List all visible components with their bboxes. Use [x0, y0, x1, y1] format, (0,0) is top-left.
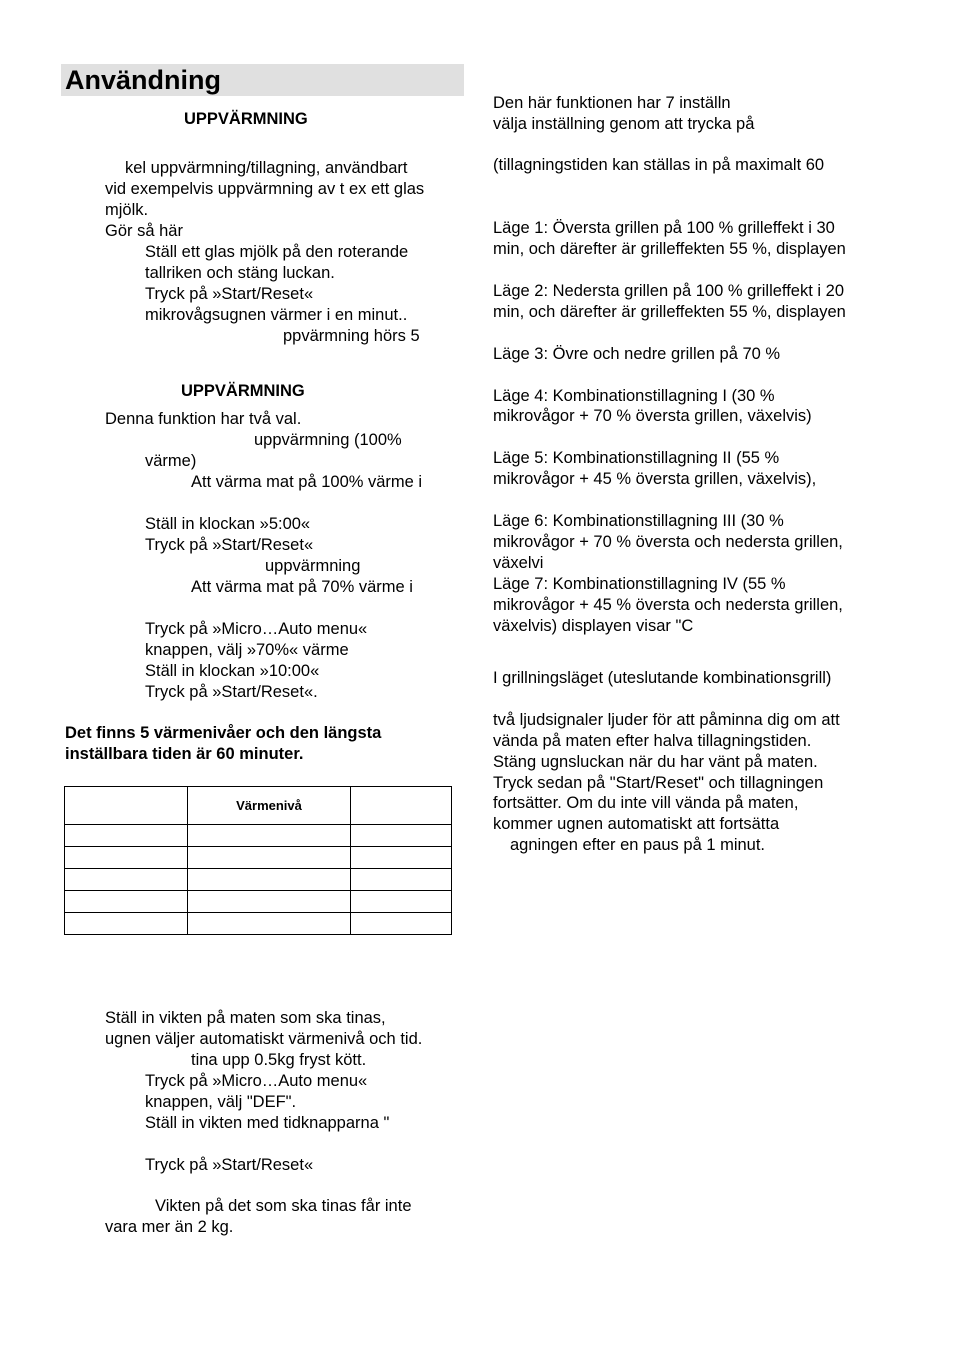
mode-text: min, och därefter är grilleffekten 55 %, displayen: [493, 303, 846, 321]
body-text: vända på maten efter halva tillagningstiden.: [493, 732, 812, 750]
body-text: Stäng ugnsluckan när du har vänt på maten.: [493, 753, 818, 771]
step-text: Tryck på »Start/Reset«: [145, 1156, 314, 1174]
body-text: Gör så här: [105, 222, 183, 240]
body-text: vid exempelvis uppvärmning av t ex ett glas: [105, 180, 425, 198]
mode-text: växelvi: [493, 554, 544, 572]
mode-text: mikrovågor + 70 % översta och nedersta grillen,: [493, 533, 843, 551]
mode-text: mikrovågor + 70 % översta grillen, växelvis): [493, 407, 812, 425]
body-text: kel uppvärmning/tillagning, användbart: [125, 159, 408, 177]
step-text: Tryck på »Start/Reset«: [145, 285, 314, 303]
mode-text: Läge 4: Kombinationstillagning I (30 %: [493, 387, 775, 405]
table-row: [65, 913, 452, 935]
table-header-cell: [65, 787, 188, 825]
table-cell: [65, 913, 188, 935]
body-text: Att värma mat på 100% värme i: [191, 473, 423, 491]
body-text: Vikten på det som ska tinas får inte: [155, 1197, 412, 1215]
table-cell: [351, 913, 452, 935]
step-text: knappen, välj »70%« värme: [145, 641, 349, 659]
table-cell: [65, 847, 188, 869]
step-text: Ställ in klockan »5:00«: [145, 515, 311, 533]
table-cell: [351, 847, 452, 869]
step-text: Tryck på »Start/Reset«.: [145, 683, 318, 701]
mode-text: min, och därefter är grilleffekten 55 %, displayen: [493, 240, 846, 258]
table-cell: [351, 825, 452, 847]
table-header-row: [65, 787, 452, 825]
mode-text: mikrovågor + 45 % översta grillen, växelvis),: [493, 470, 817, 488]
body-text: Ställ in vikten på maten som ska tinas,: [105, 1009, 386, 1027]
mode-text: Läge 1: Översta grillen på 100 % grilleffekt i 30: [493, 219, 835, 237]
table-cell: [351, 869, 452, 891]
table-row: [65, 891, 452, 913]
section-heading-uppvarmning-2: UPPVÄRMNING: [181, 382, 305, 400]
step-text: Ställ in vikten med tidknapparna ": [145, 1114, 390, 1132]
section-heading-uppvarmning-1: UPPVÄRMNING: [184, 110, 308, 128]
step-text: ppvärmning hörs 5: [283, 327, 420, 345]
mode-text: Läge 3: Övre och nedre grillen på 70 %: [493, 345, 781, 363]
body-text: Tryck sedan på "Start/Reset" och tillagningen: [493, 774, 824, 792]
table-row: [65, 869, 452, 891]
step-text: tallriken och stäng luckan.: [145, 264, 335, 282]
table-cell: [188, 913, 351, 935]
step-text: Ställ ett glas mjölk på den roterande: [145, 243, 409, 261]
body-text: fortsätter. Om du inte vill vända på maten,: [493, 794, 799, 812]
step-text: mikrovågsugnen värmer i en minut..: [145, 306, 408, 324]
body-text: välja inställning genom att trycka på: [493, 115, 755, 133]
body-text: agningen efter en paus på 1 minut.: [510, 836, 766, 854]
table-cell: [65, 869, 188, 891]
body-text: Denna funktion har två val.: [105, 410, 302, 428]
table-cell: [351, 891, 452, 913]
step-text: Tryck på »Micro…Auto menu«: [145, 620, 368, 638]
table-cell: [188, 825, 351, 847]
heat-level-table: [64, 786, 452, 935]
body-text: mjölk.: [105, 201, 149, 219]
mode-text: växelvis) displayen visar "C: [493, 617, 694, 635]
body-text: ugnen väljer automatiskt värmenivå och tid.: [105, 1030, 423, 1048]
table-cell: [188, 847, 351, 869]
body-text: I grillningsläget (uteslutande kombinationsgrill): [493, 669, 832, 687]
table-cell: [65, 825, 188, 847]
body-text: uppvärmning: [265, 557, 361, 575]
mode-text: Läge 5: Kombinationstillagning II (55 %: [493, 449, 780, 467]
body-text: Att värma mat på 70% värme i: [191, 578, 413, 596]
body-text: värme): [145, 452, 197, 470]
step-text: knappen, välj "DEF".: [145, 1093, 297, 1111]
table-cell: [188, 869, 351, 891]
mode-text: Läge 2: Nedersta grillen på 100 % grilleffekt i 20: [493, 282, 844, 300]
body-text: uppvärmning (100%: [254, 431, 402, 449]
table-row: [65, 847, 452, 869]
body-text: kommer ugnen automatiskt att fortsätta: [493, 815, 780, 833]
note-text: Det finns 5 värmenivåer och den längsta: [65, 724, 382, 742]
mode-text: mikrovågor + 45 % översta och nedersta grillen,: [493, 596, 843, 614]
table-cell: [188, 891, 351, 913]
table-cell: [65, 891, 188, 913]
body-text: två ljudsignaler ljuder för att påminna dig om att: [493, 711, 840, 729]
page-title: Användning: [65, 65, 221, 95]
table-row: [65, 825, 452, 847]
table-header-cell: [351, 787, 452, 825]
mode-text: Läge 6: Kombinationstillagning III (30 %: [493, 512, 784, 530]
table-header-cell: Värmenivå: [188, 787, 351, 825]
body-text: vara mer än 2 kg.: [105, 1218, 234, 1236]
step-text: Ställ in klockan »10:00«: [145, 662, 320, 680]
body-text: Den här funktionen har 7 inställn: [493, 94, 731, 112]
step-text: Tryck på »Start/Reset«: [145, 536, 314, 554]
mode-text: Läge 7: Kombinationstillagning IV (55 %: [493, 575, 786, 593]
body-text: (tillagningstiden kan ställas in på maximalt 60: [493, 156, 825, 174]
note-text: inställbara tiden är 60 minuter.: [65, 745, 304, 763]
body-text: tina upp 0.5kg fryst kött.: [191, 1051, 367, 1069]
step-text: Tryck på »Micro…Auto menu«: [145, 1072, 368, 1090]
